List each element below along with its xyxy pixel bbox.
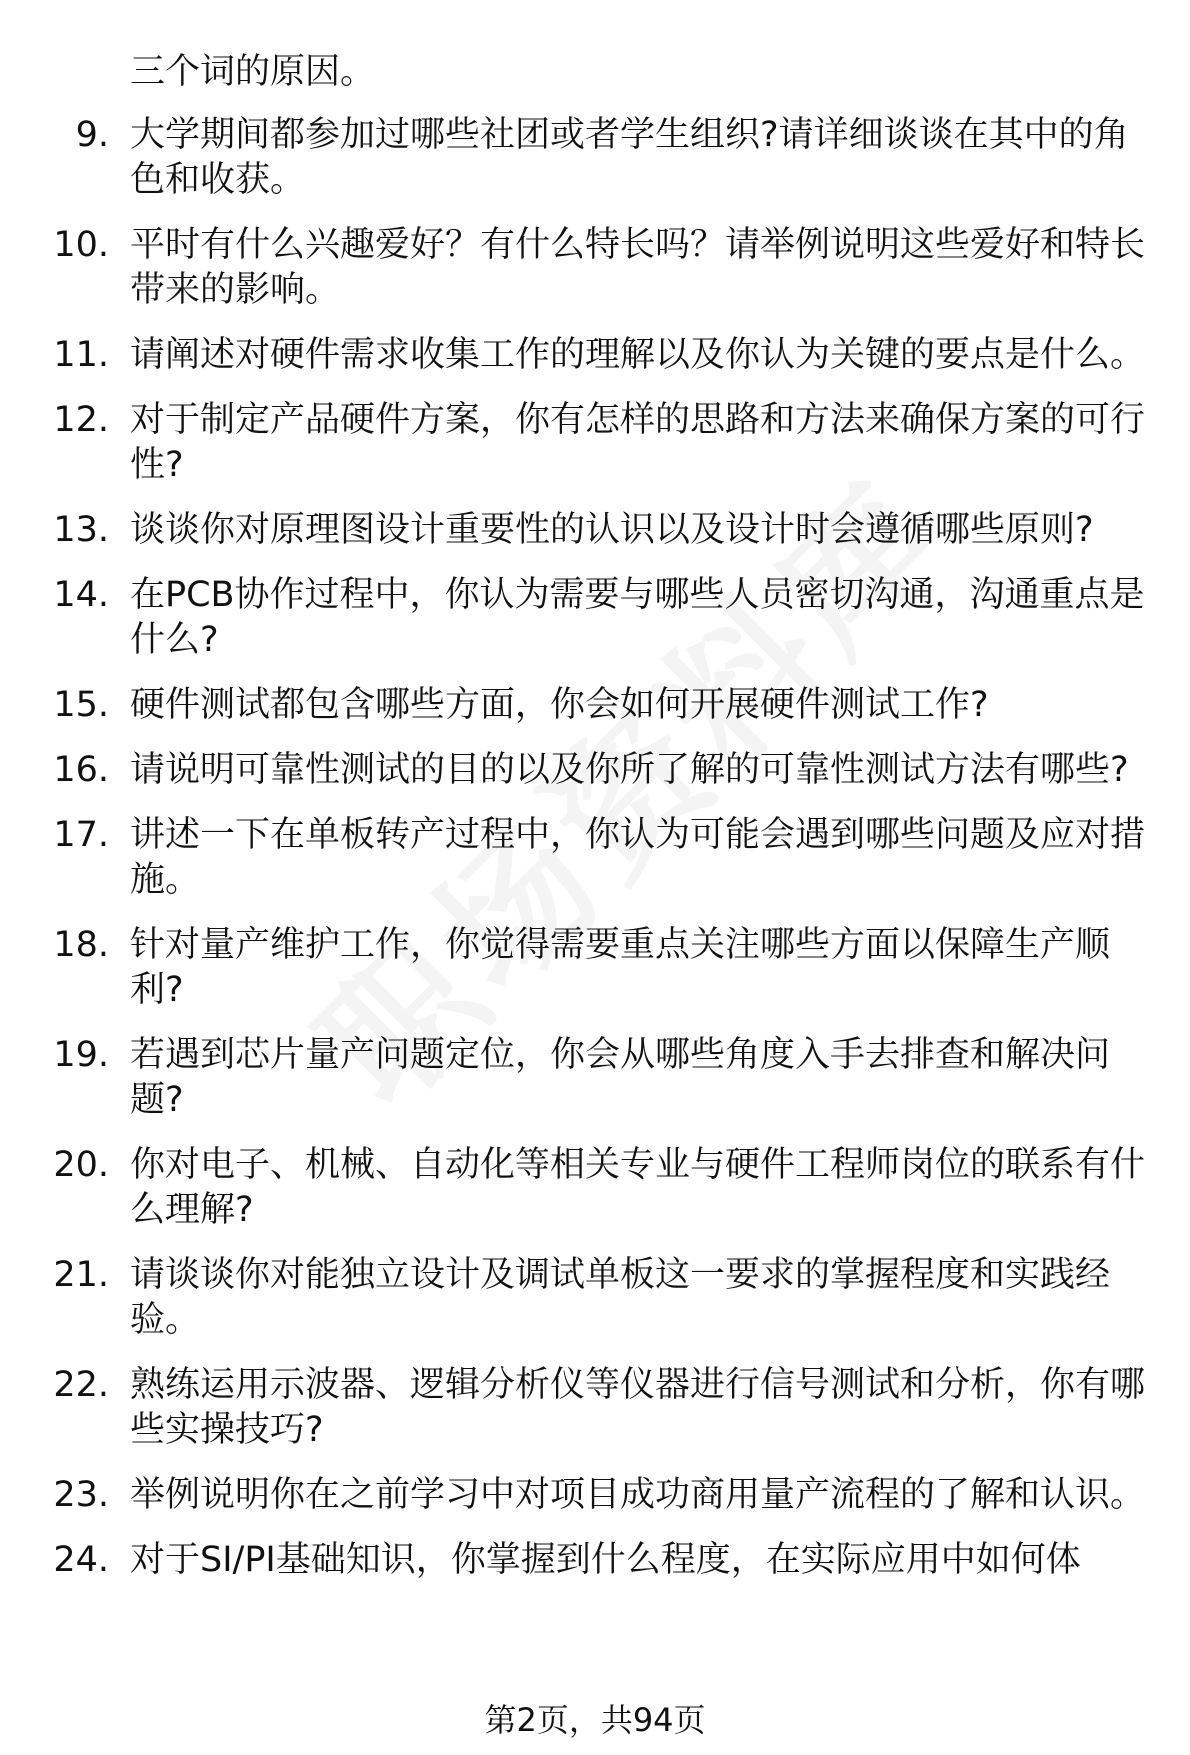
list-item <box>0 813 1190 903</box>
list-item <box>0 1538 1190 1583</box>
question-text: 对于SI/PI基础知识，你掌握到什么程度，在实际应用中如何体 <box>130 1540 1081 1580</box>
question-text: 若遇到芯片量产问题定位，你会从哪些角度入手去排查和解决问题? <box>130 1035 1111 1120</box>
question-number: 20. <box>53 1145 109 1185</box>
question-text: 在PCB协作过程中，你认为需要与哪些人员密切沟通，沟通重点是什么? <box>130 575 1145 660</box>
list-item <box>0 1363 1190 1453</box>
question-number: 21. <box>53 1255 109 1295</box>
question-number: 12. <box>53 400 109 440</box>
list-item <box>0 508 1190 553</box>
question-text: 讲述一下在单板转产过程中，你认为可能会遇到哪些问题及应对措施。 <box>130 815 1146 900</box>
question-text: 大学期间都参加过哪些社团或者学生组织?请详细谈谈在其中的角色和收获。 <box>130 115 1129 200</box>
list-item <box>0 923 1190 1013</box>
question-text: 三个词的原因。 <box>130 52 376 92</box>
page-number: 第2页，共94页 <box>484 1701 706 1739</box>
question-text: 请说明可靠性测试的目的以及你所了解的可靠性测试方法有哪些? <box>130 750 1129 790</box>
list-item <box>0 1033 1190 1123</box>
list-item <box>0 113 1190 203</box>
list-item <box>0 223 1190 313</box>
question-text: 熟练运用示波器、逻辑分析仪等仪器进行信号测试和分析，你有哪些实操技巧? <box>130 1365 1146 1450</box>
question-text: 平时有什么兴趣爱好？有什么特长吗？请举例说明这些爱好和特长带来的影响。 <box>130 225 1146 310</box>
question-number: 18. <box>53 925 109 965</box>
list-item <box>0 683 1190 728</box>
question-number: 19. <box>53 1035 109 1075</box>
list-item <box>0 398 1190 488</box>
list-item <box>0 333 1190 378</box>
question-number: 9. <box>75 115 109 155</box>
question-text: 你对电子、机械、自动化等相关专业与硬件工程师岗位的联系有什么理解? <box>130 1145 1146 1230</box>
question-text: 对于制定产品硬件方案，你有怎样的思路和方法来确保方案的可行性? <box>130 400 1146 485</box>
question-number: 10. <box>53 225 109 265</box>
question-number: 15. <box>53 685 109 725</box>
question-number: 16. <box>53 750 109 790</box>
question-text: 请谈谈你对能独立设计及调试单板这一要求的掌握程度和实践经验。 <box>130 1255 1111 1340</box>
question-number: 11. <box>53 335 109 375</box>
question-number: 22. <box>53 1365 109 1405</box>
list-item <box>0 748 1190 793</box>
list-item <box>0 50 1190 95</box>
question-number: 24. <box>53 1540 109 1580</box>
question-text: 硬件测试都包含哪些方面，你会如何开展硬件测试工作? <box>130 685 989 725</box>
question-number: 14. <box>53 575 109 615</box>
list-item <box>0 1143 1190 1233</box>
list-item <box>0 1473 1190 1518</box>
question-number: 13. <box>53 510 109 550</box>
list-item <box>0 573 1190 663</box>
question-number: 23. <box>53 1475 109 1515</box>
question-text: 举例说明你在之前学习中对项目成功商用量产流程的了解和认识。 <box>130 1475 1146 1515</box>
list-item <box>0 1253 1190 1343</box>
question-text: 请阐述对硬件需求收集工作的理解以及你认为关键的要点是什么。 <box>130 335 1146 375</box>
question-list <box>0 50 1190 1603</box>
question-text: 针对量产维护工作，你觉得需要重点关注哪些方面以保障生产顺利? <box>130 925 1111 1010</box>
question-number: 17. <box>53 815 109 855</box>
question-text: 谈谈你对原理图设计重要性的认识以及设计时会遵循哪些原则? <box>130 510 1094 550</box>
